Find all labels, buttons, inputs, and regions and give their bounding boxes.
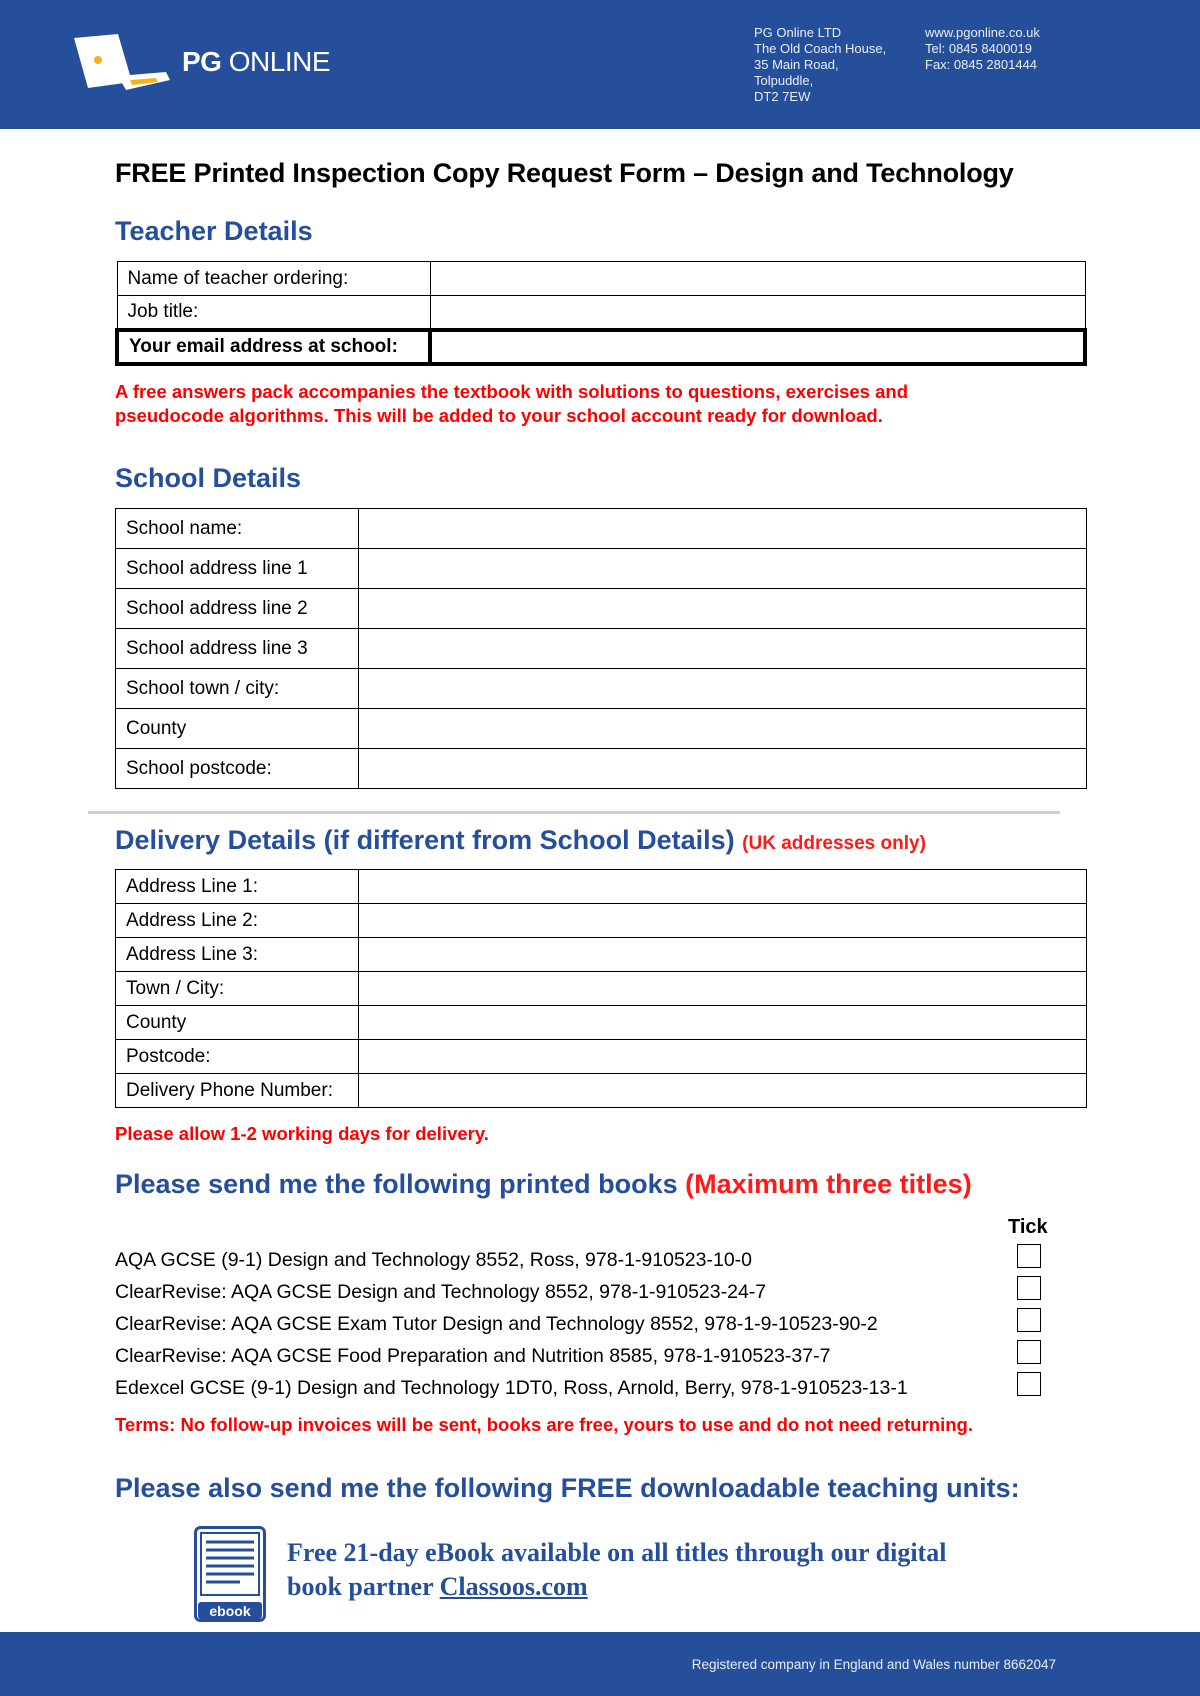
book-item: Edexcel GCSE (9-1) Design and Technology 1DT0, Ross, Arnold, Berry, 978-1-910523-13-1 [115,1377,908,1399]
delivery-time-note: Please allow 1-2 working days for delivery. [115,1123,489,1144]
school-address-2-field[interactable] [359,589,1087,629]
field-label: School address line 2 [116,589,359,629]
field-label: School address line 3 [116,629,359,669]
delivery-postcode-field[interactable] [359,1040,1087,1074]
company-contact: www.pgonline.co.uk Tel: 0845 8400019 Fax: 0845 2801444 [925,25,1040,72]
classoos-link[interactable]: Classoos.com [439,1572,588,1601]
footer-banner [0,1632,1200,1696]
school-details-table [115,508,1087,789]
table-row [116,749,1087,789]
header-banner [0,0,1200,129]
field-label: Postcode: [116,1040,359,1074]
book-item: ClearRevise: AQA GCSE Food Preparation and Nutrition 8585, 978-1-910523-37-7 [115,1345,831,1367]
table-row [116,870,1087,904]
max-titles-note: (Maximum three titles) [685,1169,972,1199]
book-item: ClearRevise: AQA GCSE Design and Technology 8552, 978-1-910523-24-7 [115,1281,767,1303]
field-label: School postcode: [116,749,359,789]
ebook-offer-text: Free 21-day eBook available on all titles through our digital book partner Classoos.com [287,1538,947,1601]
field-label: Address Line 3: [116,938,359,972]
field-label: Delivery Phone Number: [116,1074,359,1108]
delivery-town-field[interactable] [359,972,1087,1006]
school-details-heading: School Details [115,463,302,493]
book-checkbox[interactable] [1017,1308,1041,1332]
school-address-1-field[interactable] [359,549,1087,589]
book-checkbox[interactable] [1017,1244,1041,1268]
field-label: County [116,1006,359,1040]
field-label: Address Line 1: [116,870,359,904]
ebook-icon [194,1526,266,1622]
delivery-details-heading: Delivery Details (if different from School Details) (UK addresses only) [115,825,926,855]
teacher-details-table [115,261,1087,366]
teacher-name-field[interactable] [430,262,1085,296]
delivery-address-3-field[interactable] [359,938,1087,972]
book-checkbox[interactable] [1017,1276,1041,1300]
school-name-field[interactable] [359,509,1087,549]
answers-pack-note: A free answers pack accompanies the textbook with solutions to questions, exercises and pseudocode algorithms. This will be added to your school account ready for download. [115,381,908,426]
section-divider [88,811,1060,814]
school-county-field[interactable] [359,709,1087,749]
table-row [116,589,1087,629]
email-field[interactable] [430,330,1085,364]
field-label: School town / city: [116,669,359,709]
field-label: School address line 1 [116,549,359,589]
table-row [116,669,1087,709]
table-row [117,296,1085,330]
field-label: Your email address at school: [117,330,430,364]
field-label: School name: [116,509,359,549]
table-row [116,1006,1087,1040]
registration-text: Registered company in England and Wales number 8662047 [691,1657,1056,1672]
table-row [117,330,1085,364]
book-checkbox[interactable] [1017,1340,1041,1364]
teacher-details-heading: Teacher Details [115,216,313,246]
field-label: Town / City: [116,972,359,1006]
school-town-field[interactable] [359,669,1087,709]
field-label: Address Line 2: [116,904,359,938]
table-row [116,1040,1087,1074]
table-row [116,1074,1087,1108]
laptop-logo-icon [70,32,170,94]
field-label: Name of teacher ordering: [117,262,430,296]
terms-note: Terms: No follow-up invoices will be sent, books are free, yours to use and do not need returning. [115,1414,973,1435]
field-label: Job title: [117,296,430,330]
brand-logo: PG ONLINE [182,46,330,77]
delivery-county-field[interactable] [359,1006,1087,1040]
delivery-address-2-field[interactable] [359,904,1087,938]
table-row [116,629,1087,669]
table-row [116,972,1087,1006]
table-row [116,549,1087,589]
delivery-phone-field[interactable] [359,1074,1087,1108]
form-title: FREE Printed Inspection Copy Request Form – Design and Technology [115,158,1014,188]
field-label: County [116,709,359,749]
book-item: ClearRevise: AQA GCSE Exam Tutor Design and Technology 8552, 978-1-9-10523-90-2 [115,1313,878,1335]
job-title-field[interactable] [430,296,1085,330]
delivery-details-table [115,869,1087,1108]
company-address: PG Online LTD The Old Coach House, 35 Main Road, Tolpuddle, DT2 7EW [754,25,887,104]
book-checkbox[interactable] [1017,1372,1041,1396]
book-item: AQA GCSE (9-1) Design and Technology 8552, Ross, 978-1-910523-10-0 [115,1249,753,1271]
school-address-3-field[interactable] [359,629,1087,669]
tick-column-header: Tick [1008,1216,1048,1238]
table-row [116,904,1087,938]
table-row [116,709,1087,749]
books-heading: Please send me the following printed books (Maximum three titles) [115,1169,972,1199]
ebook-icon-label: ebook [209,1603,251,1619]
table-row [116,509,1087,549]
teaching-units-heading: Please also send me the following FREE downloadable teaching units: [115,1473,1020,1503]
delivery-address-1-field[interactable] [359,870,1087,904]
table-row [116,938,1087,972]
uk-only-note: (UK addresses only) [742,833,926,854]
school-postcode-field[interactable] [359,749,1087,789]
table-row [117,262,1085,296]
